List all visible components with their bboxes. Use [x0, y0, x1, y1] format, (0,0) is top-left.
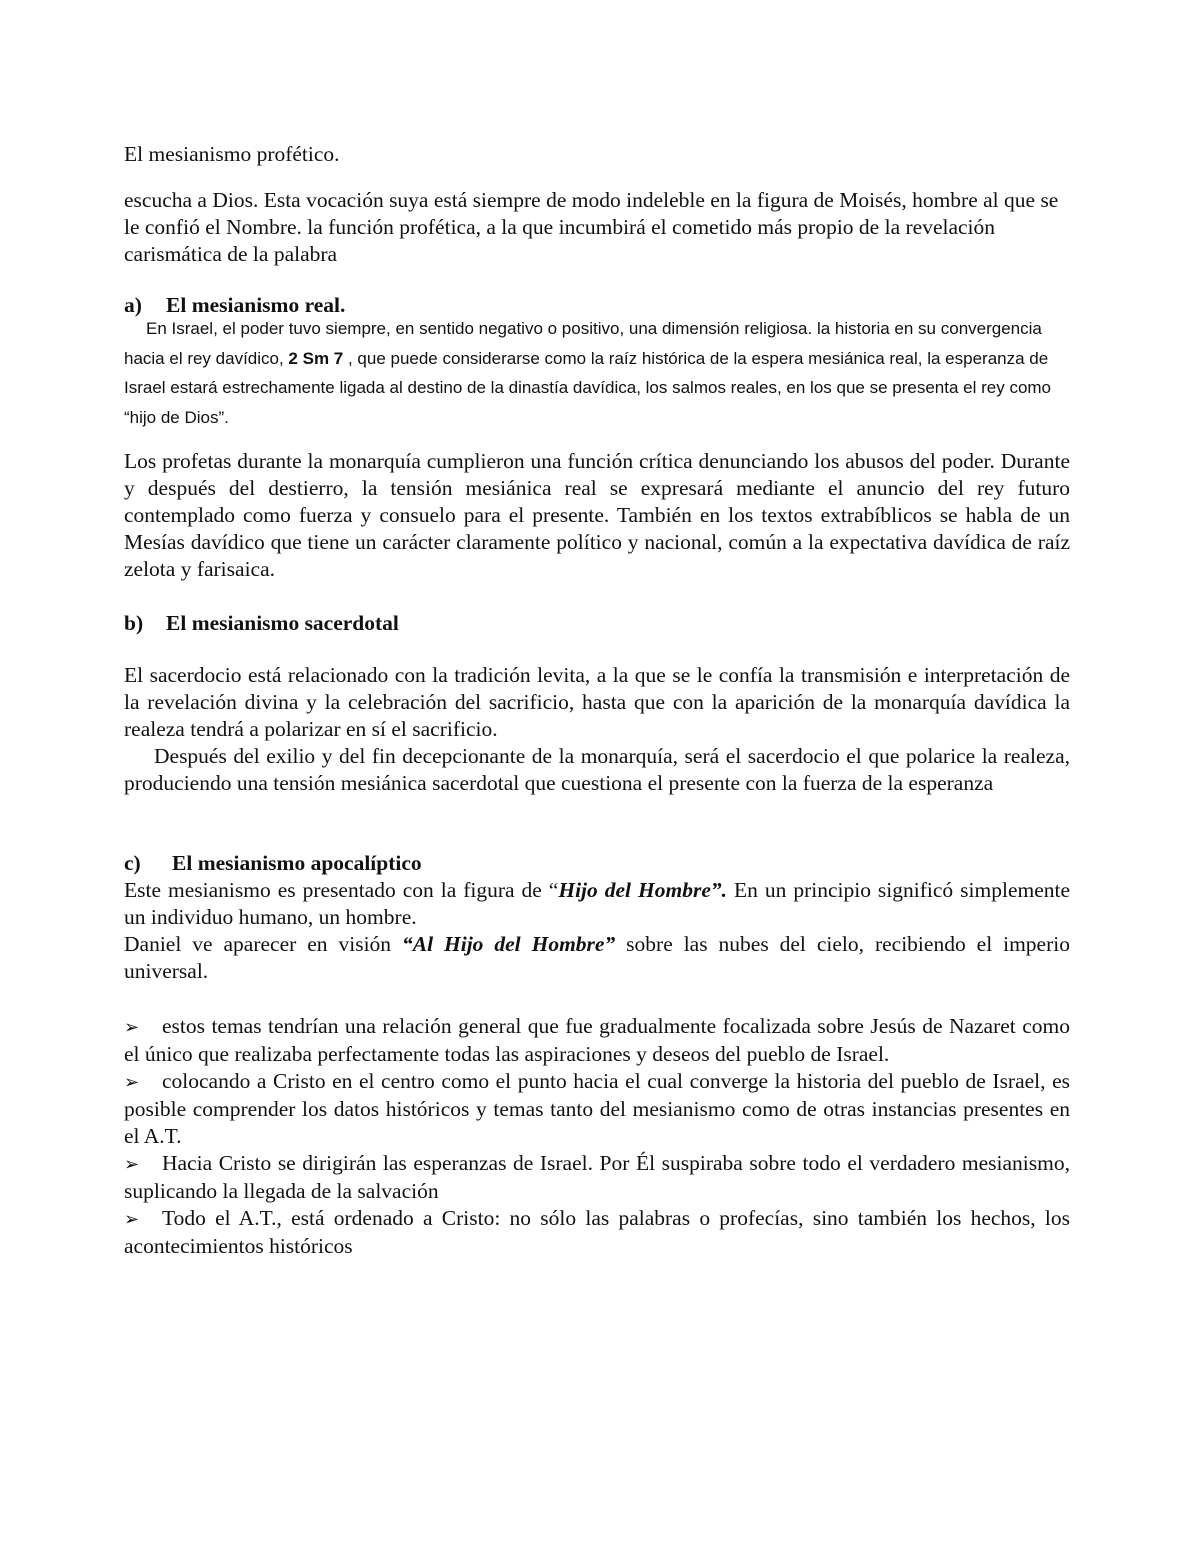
arrowhead-bullet-icon: ➢	[124, 1209, 140, 1230]
list-item-text: estos temas tendrían una relación general que fue gradualmente focalizada sobre Jesús de Nazaret como el único que realizaba perfectamente todas las aspiraciones y deseos del pueblo de Israel.	[124, 1014, 1070, 1066]
list-item-text: Todo el A.T., está ordenado a Cristo: no sólo las palabras o profecías, sino también los hechos, los acontecimientos históricos	[124, 1206, 1070, 1258]
section-b-heading	[124, 610, 399, 637]
section-b-title: El mesianismo sacerdotal	[166, 611, 399, 635]
section-a-title: El mesianismo real.	[166, 293, 346, 317]
section-b-paragraph-2: Después del exilio y del fin decepcionante de la monarquía, será el sacerdocio el que polarice la realeza, produciendo una tensión mesiánica sacerdotal que cuestiona el presente con la fuerza de la esperanza	[124, 744, 1070, 795]
section-c-p2-text-cont: sobre las nubes del cielo, recibiendo el imperio universal.	[124, 932, 1070, 983]
arrowhead-bullet-icon: ➢	[124, 1017, 140, 1038]
scripture-reference: 2 Sm 7	[288, 348, 344, 368]
section-c-paragraph-2	[124, 931, 1070, 985]
document-title: El mesianismo profético.	[124, 142, 340, 166]
section-a-paragraph-2: Los profetas durante la monarquía cumplieron una función crítica denunciando los abusos del poder. Durante y después del destierro, la tensión mesiánica real se expresará mediante el anuncio del rey futuro contemplado como fuerza y consuelo para el presente. También en los textos extrabíblicos se habla de un Mesías davídico que tiene un carácter claramente político y nacional, común a la expectativa davídica de raíz zelota y farisaica.	[124, 449, 1070, 581]
list-item	[124, 1205, 1070, 1260]
section-b-paragraph-1: El sacerdocio está relacionado con la tradición levita, a la que se le confía la transmisión e interpretación de la revelación divina y la celebración del sacrificio, hasta que con la aparición de la monarquía davídica la realeza tendrá a polarizar en sí el sacrificio.	[124, 663, 1070, 741]
section-a-p1-text-cont: , que puede considerarse como la raíz histórica de la espera mesiánica real, la esperanza de Israel estará estrechamente ligada al destino de la dinastía davídica, los salmos reales, en los que se presenta el rey como “hijo de Dios”.	[124, 348, 1052, 427]
section-c-p2-text: Daniel ve aparecer en visión	[124, 932, 402, 956]
section-c-heading	[124, 850, 422, 877]
section-b-marker: b)	[124, 611, 144, 635]
section-c-marker: c)	[124, 851, 141, 875]
list-item-text: Hacia Cristo se dirigirán las esperanzas de Israel. Por Él suspiraba sobre todo el verdadero mesianismo, suplicando la llegada de la salvación	[124, 1151, 1070, 1203]
section-a-marker: a)	[124, 293, 142, 317]
section-c-title: El mesianismo apocalíptico	[172, 851, 422, 875]
al-hijo-del-hombre-emphasis: “Al Hijo del Hombre”	[402, 932, 616, 956]
list-item-text: colocando a Cristo en el centro como el punto hacia el cual converge la historia del pueblo de Israel, es posible comprender los datos históricos y temas tanto del mesianismo como de otras instancias presentes en el A.T.	[124, 1069, 1070, 1148]
bullet-list	[124, 1013, 1070, 1260]
section-a-p1-text: En Israel, el poder tuvo siempre, en sentido negativo o positivo, una dimensión religiosa. la historia en su convergencia hacia el rey davídico,	[124, 319, 1042, 368]
section-c-p1-text: Este mesianismo es presentado con la figura de “	[124, 878, 559, 902]
section-c-paragraph-1	[124, 877, 1070, 931]
arrowhead-bullet-icon: ➢	[124, 1072, 140, 1093]
intro-paragraph: escucha a Dios. Esta vocación suya está siempre de modo indeleble en la figura de Moisés, hombre al que se le confió el Nombre. la función profética, a la que incumbirá el cometido más propio de la revelación carismática de la palabra	[124, 188, 1059, 266]
section-a-paragraph-1	[124, 314, 1074, 432]
hijo-del-hombre-emphasis: Hijo del Hombre”.	[558, 878, 727, 902]
section-c-p1-text-cont: En un principio significó simplemente un individuo humano, un hombre.	[124, 878, 1071, 929]
arrowhead-bullet-icon: ➢	[124, 1154, 140, 1175]
list-item	[124, 1013, 1070, 1068]
list-item	[124, 1150, 1070, 1205]
list-item	[124, 1068, 1070, 1150]
